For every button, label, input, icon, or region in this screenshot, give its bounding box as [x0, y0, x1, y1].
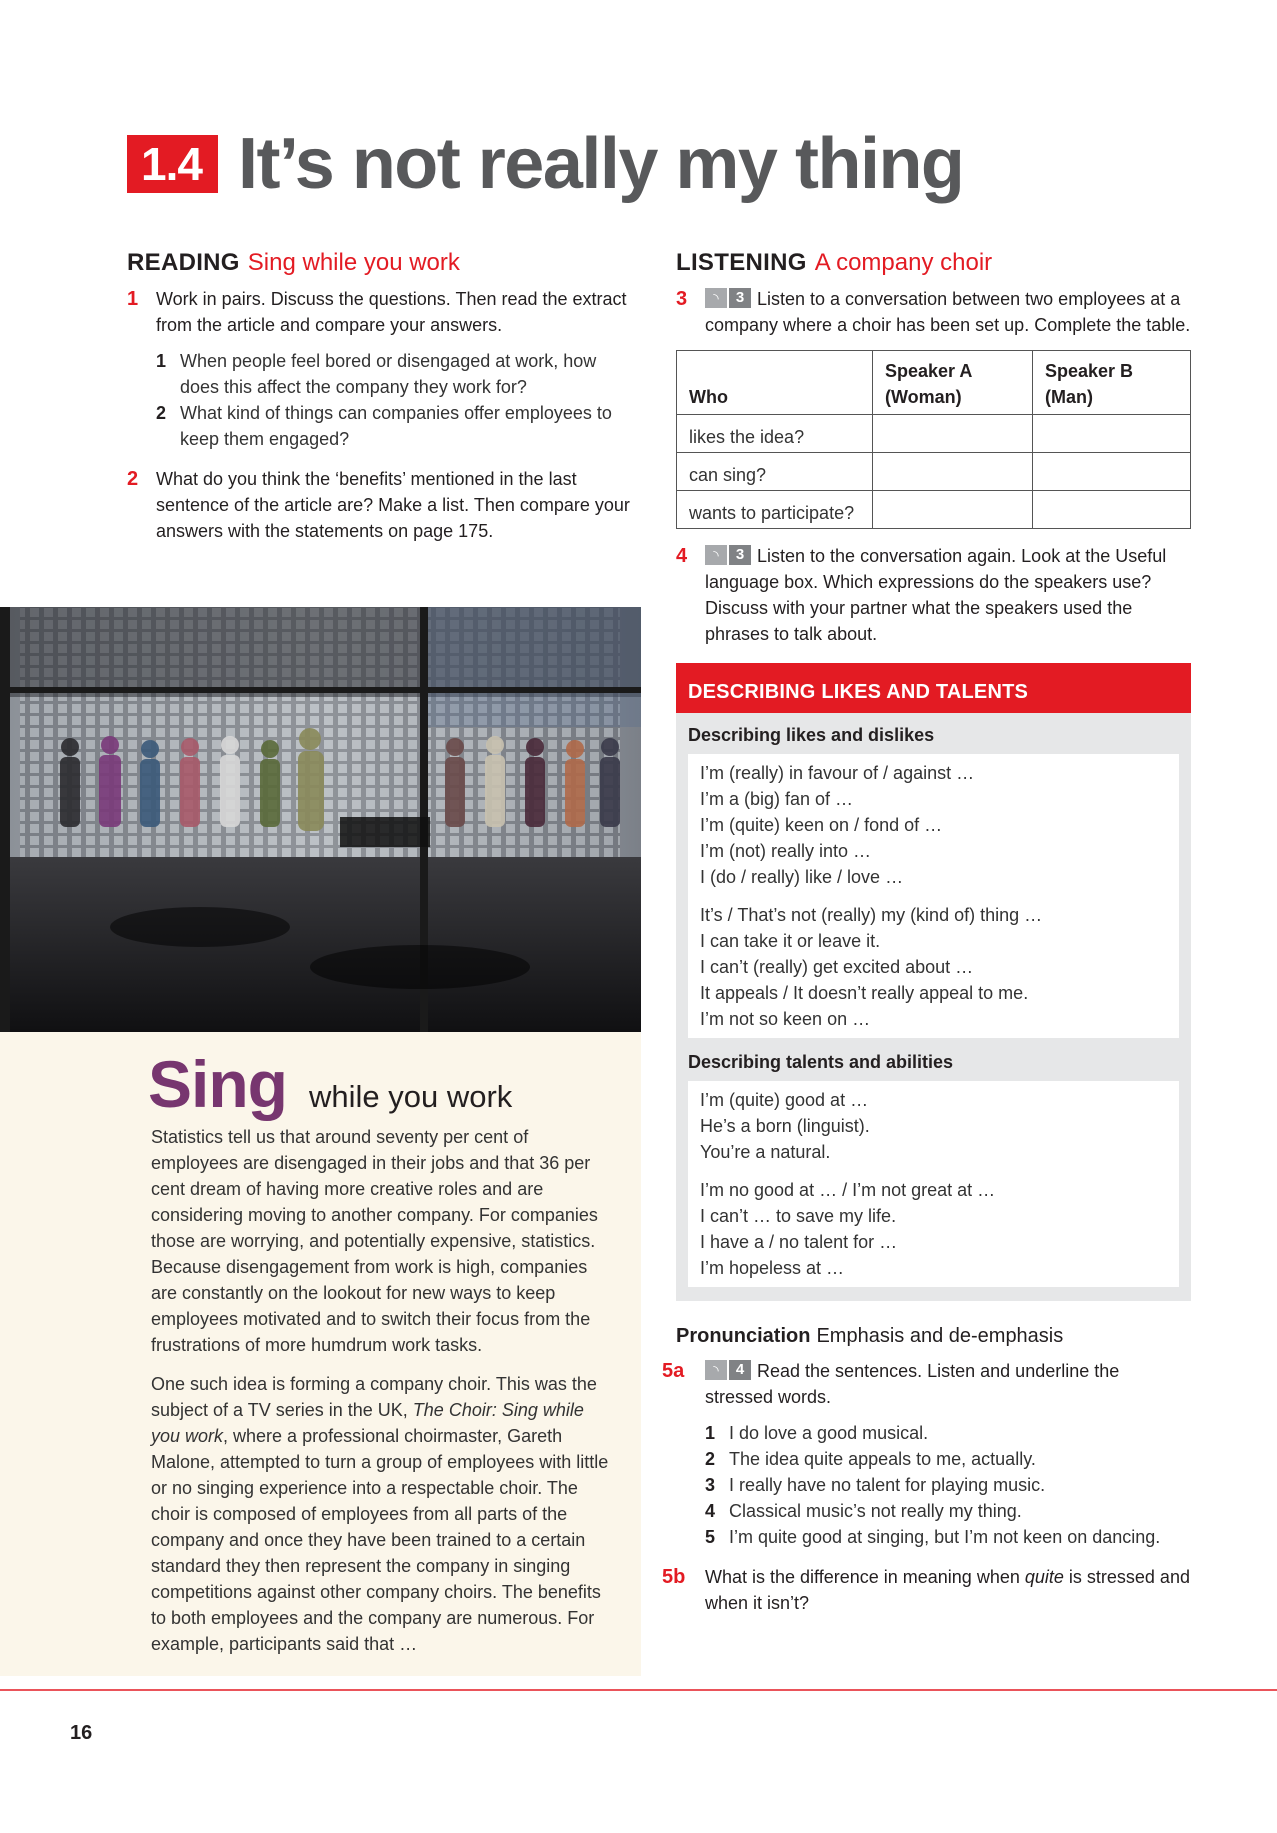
answer-cell[interactable]	[1033, 491, 1191, 529]
pronunciation-heading	[676, 1325, 1191, 1348]
list-item	[705, 1498, 1191, 1524]
answer-cell[interactable]	[873, 491, 1033, 529]
answer-cell[interactable]	[1033, 453, 1191, 491]
headphones-icon: ◝	[705, 288, 727, 308]
task-number: 4	[676, 545, 688, 567]
phrase: I’m a (big) fan of …	[700, 789, 854, 809]
pronunciation-sentences	[705, 1420, 1191, 1550]
pronunciation-subtitle: Emphasis and de-emphasis	[816, 1325, 1064, 1347]
list-item	[705, 1446, 1191, 1472]
list-item	[156, 400, 637, 452]
item-text: I do love a good musical.	[729, 1423, 929, 1443]
useful-language-box	[676, 663, 1191, 1301]
phrase: I have a / no talent for …	[700, 1232, 898, 1252]
article-body	[151, 1124, 616, 1670]
list-item	[705, 1420, 1191, 1446]
table-header: Who	[677, 351, 873, 415]
item-text: Classical music’s not really my thing.	[729, 1501, 1022, 1521]
task-text: What is the difference in meaning when	[705, 1567, 1025, 1587]
likes-panel	[688, 754, 1179, 1038]
phrase-group	[700, 1177, 1167, 1281]
choir-photo-illustration	[0, 607, 641, 1032]
task-text: is stressed and when it isn’t?	[705, 1567, 1190, 1613]
phrase: I can’t (really) get excited about …	[700, 957, 974, 977]
reading-keyword: READING	[127, 249, 240, 276]
answer-cell[interactable]	[873, 453, 1033, 491]
phrase: I’m no good at … / I’m not great at …	[700, 1180, 996, 1200]
phrase: I’m (quite) keen on / fond of …	[700, 815, 943, 835]
unit-header	[127, 124, 964, 204]
task-number: 5a	[662, 1360, 685, 1382]
phrase: I’m (not) really into …	[700, 841, 872, 861]
pronunciation-keyword: Pronunciation	[676, 1325, 811, 1347]
phrase-group	[700, 760, 1167, 890]
task-2	[127, 466, 637, 544]
listening-subtitle: A company choir	[814, 249, 993, 276]
item-number: 1	[156, 351, 167, 371]
task-3	[676, 286, 1191, 338]
headphones-icon: ◝	[705, 1360, 727, 1380]
phrase: I’m not so keen on …	[700, 1009, 871, 1029]
item-number: 4	[705, 1501, 716, 1521]
track-number: 3	[729, 288, 751, 308]
phrase-group	[700, 902, 1167, 1032]
answer-cell[interactable]	[873, 415, 1033, 453]
reading-heading	[127, 248, 637, 278]
task-5a	[662, 1358, 1191, 1410]
phrase: He’s a born (linguist).	[700, 1116, 870, 1136]
article-paragraph	[151, 1371, 616, 1657]
page-number: 16	[70, 1722, 93, 1744]
task-text-emphasis: quite	[1024, 1567, 1064, 1587]
track-number: 3	[729, 545, 751, 565]
listening-keyword: LISTENING	[676, 249, 807, 276]
phrase: It’s / That’s not (really) my (kind of) thing …	[700, 905, 1043, 925]
speakers-table	[676, 350, 1191, 529]
unit-title: It’s not really my thing	[237, 124, 964, 204]
article-paragraph: Statistics tell us that around seventy per cent of employees are disengaged in their jobs and that 36 per cent dream of having more creative roles and are considering moving to another company. For companies those are worrying, and potentially expensive, statistics. Because disengagement from work is high, companies are constantly on the lookout for new ways to keep employees motivated and to switch their focus from the frustrations of more humdrum work tasks.	[151, 1127, 598, 1355]
task-text: Read the sentences. Listen and underline the stressed words.	[705, 1361, 1120, 1407]
item-number: 3	[705, 1475, 716, 1495]
useful-language-heading: DESCRIBING LIKES AND TALENTS	[676, 663, 1191, 713]
table-row	[677, 415, 1191, 453]
answer-cell[interactable]	[1033, 415, 1191, 453]
table-row	[677, 453, 1191, 491]
item-number: 2	[705, 1449, 716, 1469]
task-number: 1	[127, 288, 139, 310]
phrase: I can take it or leave it.	[700, 931, 881, 951]
item-number: 5	[705, 1527, 716, 1547]
track-number: 4	[729, 1360, 751, 1380]
article-text: , where a professional choirmaster, Gareth Malone, attempted to turn a group of employees with little or no singing experience into a respectable choir. The choir is composed of employees from all parts of the company and once they have been trained to a certain standard they then represent the company in singing competitions against other company choirs. The benefits to both employees and the company are numerous. For example, participants said that …	[151, 1426, 609, 1654]
list-item	[156, 348, 637, 400]
talents-panel	[688, 1081, 1179, 1287]
likes-subheading: Describing likes and dislikes	[688, 725, 935, 745]
listening-heading	[676, 248, 1191, 278]
list-item	[705, 1472, 1191, 1498]
list-item	[705, 1524, 1191, 1550]
task-4	[676, 543, 1191, 647]
phrase: It appeals / It doesn’t really appeal to me.	[700, 983, 1029, 1003]
discussion-questions	[156, 348, 637, 452]
headphones-icon: ◝	[705, 545, 727, 565]
audio-track-badge	[705, 288, 751, 308]
phrase: I can’t … to save my life.	[700, 1206, 897, 1226]
table-row	[677, 491, 1191, 529]
phrase: You’re a natural.	[700, 1142, 831, 1162]
task-number: 2	[127, 468, 139, 490]
task-text: Listen to the conversation again. Look at the Useful language box. Which expressions do the speakers use? Discuss with your partner what the speakers used the phrases to talk about.	[705, 546, 1167, 644]
article-text: One such idea is forming a company choir. This was the subject of a TV series in the UK,	[151, 1374, 597, 1420]
reading-column	[127, 248, 637, 554]
article-show-title: The Choir: Sing while you work	[151, 1400, 584, 1446]
task-1	[127, 286, 637, 338]
phrase: I’m (quite) good at …	[700, 1090, 869, 1110]
task-number: 3	[676, 288, 688, 310]
audio-track-badge	[705, 545, 751, 565]
footer-rule	[0, 1689, 1277, 1691]
talents-subheading: Describing talents and abilities	[688, 1052, 954, 1072]
article-title-small: while you work	[309, 1079, 513, 1114]
task-text: What do you think the ‘benefits’ mentioned in the last sentence of the article are? Make a list. Then compare your answers with the statements on page 175.	[156, 469, 630, 541]
item-number: 2	[156, 403, 167, 423]
listening-column	[662, 248, 1191, 1626]
task-5b	[662, 1564, 1191, 1616]
item-text: I really have no talent for playing music.	[729, 1475, 1046, 1495]
phrase: I’m (really) in favour of / against …	[700, 763, 975, 783]
unit-number: 1.4	[127, 135, 218, 193]
task-text: Listen to a conversation between two employees at a company where a choir has been set up. Complete the table.	[705, 289, 1191, 335]
task-number: 5b	[662, 1566, 686, 1588]
table-header-row	[677, 351, 1191, 415]
table-header: Speaker A (Woman)	[873, 351, 1033, 415]
article-title-big: Sing	[148, 1047, 287, 1121]
item-text: When people feel bored or disengaged at work, how does this affect the company they work for?	[180, 351, 597, 397]
table-cell: likes the idea?	[677, 415, 873, 453]
article	[0, 1032, 641, 1676]
item-text: What kind of things can companies offer employees to keep them engaged?	[180, 403, 612, 449]
table-cell: wants to participate?	[677, 491, 873, 529]
table-cell: can sing?	[677, 453, 873, 491]
item-text: I’m quite good at singing, but I’m not keen on dancing.	[729, 1527, 1161, 1547]
article-title	[148, 1046, 512, 1122]
phrase-group	[700, 1087, 1167, 1165]
phrase: I’m hopeless at …	[700, 1258, 845, 1278]
item-text: The idea quite appeals to me, actually.	[729, 1449, 1036, 1469]
phrase: I (do / really) like / love …	[700, 867, 904, 887]
task-text: Work in pairs. Discuss the questions. Then read the extract from the article and compare your answers.	[156, 289, 627, 335]
table-header: Speaker B (Man)	[1033, 351, 1191, 415]
reading-subtitle: Sing while you work	[247, 249, 460, 276]
audio-track-badge	[705, 1360, 751, 1380]
choir-photo	[0, 607, 641, 1032]
item-number: 1	[705, 1423, 716, 1443]
